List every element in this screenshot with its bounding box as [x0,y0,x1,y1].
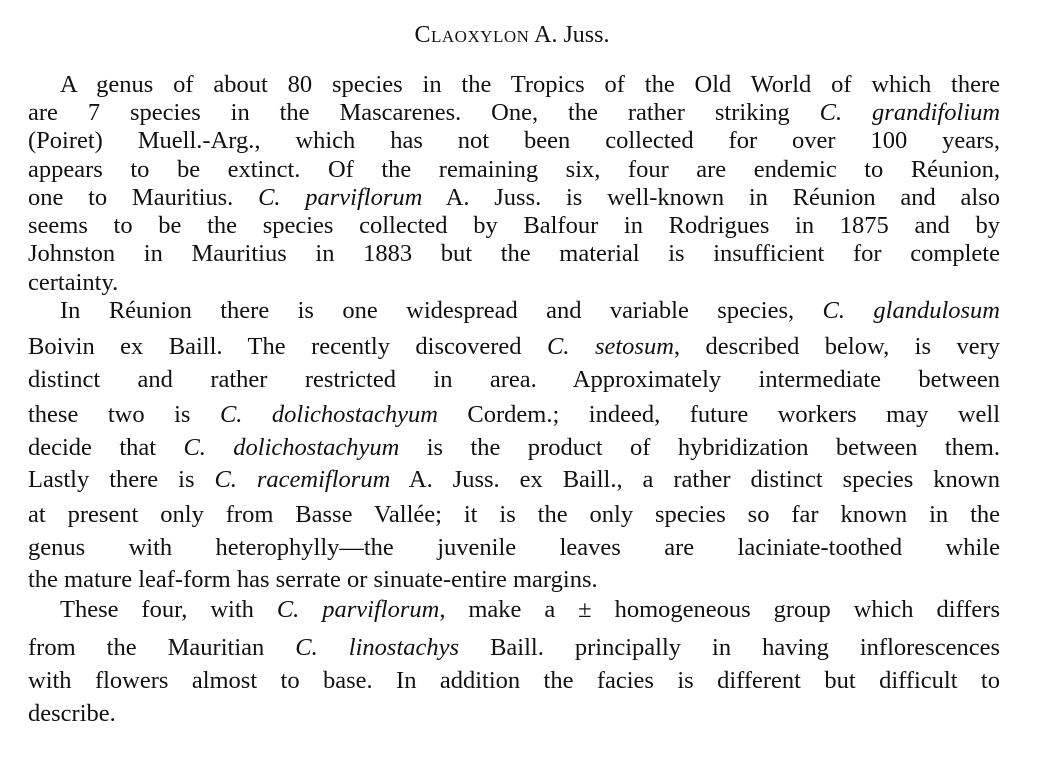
text-run: Johnston in Mauritius in 1883 but the material is insufficient for complete [28,240,1000,267]
text-line [28,268,1000,298]
species-name: C. parviflorum [258,184,423,211]
text-run: , described below, is very [673,333,1001,360]
text-run: these two is [28,401,220,428]
text-run: are 7 species in the Mascarenes. One, the rather striking [28,99,820,126]
text-line [28,126,1000,156]
text-run: from the Mauritian [28,634,296,661]
genus-author: A. Juss. [534,22,610,48]
text-line [28,400,1000,430]
text-run: the mature leaf-form has serrate or sinuate-entire margins. [28,566,598,593]
text-run: Boivin ex Baill. The recently discovered [28,333,548,360]
species-name: C. dolichostachyum [183,434,400,461]
text-line [28,183,1000,213]
text-run: A. Juss. is well-known in Réunion and also [422,184,1000,211]
text-line [28,98,1000,128]
text-run: In Réunion there is one widespread and variable species, [60,297,823,324]
text-run: with flowers almost to base. In addition the facies is different but difficult to [28,667,1000,694]
species-name: C. setosum [547,333,674,360]
text-line [28,465,1000,495]
text-run: A genus of about 80 species in the Tropics of the Old World of which there [60,71,1000,98]
text-run: appears to be extinct. Of the remaining six, four are endemic to Réunion, [28,156,1000,183]
text-run: describe. [28,700,116,727]
text-line [28,433,1000,463]
text-run: A. Juss. ex Baill., a rather distinct species known [390,466,1001,493]
text-line [60,595,1000,625]
text-line [28,211,1000,241]
text-line [28,332,1000,362]
text-line [28,666,1000,696]
species-name: C. glandulosum [822,297,1000,324]
text-run: decide that [28,434,184,461]
text-run: genus with heterophylly—the juvenile leaves are laciniate-toothed while [28,534,1000,561]
species-name: C. grandifolium [819,99,1001,126]
text-line [28,533,1000,563]
text-line [60,296,1000,326]
text-line [28,155,1000,185]
text-run: , make a ± homogeneous group which differs [439,596,1000,623]
text-run: Lastly there is [28,466,215,493]
text-line [28,699,1000,729]
species-name: C. parviflorum [276,596,440,623]
species-name: C. dolichostachyum [219,401,438,428]
text-line [28,365,1000,395]
text-line [28,239,1000,269]
species-name: C. linostachys [295,634,460,661]
text-line [28,633,1000,663]
section-heading [0,18,1024,52]
text-run: is the product of hybridization between them. [399,434,1000,461]
text-run: (Poiret) Muell.-Arg., which has not been collected for over 100 years, [28,127,1000,154]
text-run: Cordem.; indeed, future workers may well [437,401,1001,428]
text-run: certainty. [28,269,119,296]
genus-name: Claoxylon [414,22,530,48]
text-line [60,70,1000,100]
text-run: one to Mauritius. [28,184,259,211]
species-name: C. racemiflorum [214,466,391,493]
text-run: seems to be the species collected by Balfour in Rodrigues in 1875 and by [28,212,1000,239]
text-line [28,565,1000,595]
text-run: at present only from Basse Vallée; it is the only species so far known in the [28,501,1000,528]
text-line [28,500,1000,530]
text-run: These four, with [60,596,277,623]
text-run: Baill. principally in having inflorescences [459,634,1000,661]
text-run: distinct and rather restricted in area. Approximately intermediate between [28,366,1000,393]
